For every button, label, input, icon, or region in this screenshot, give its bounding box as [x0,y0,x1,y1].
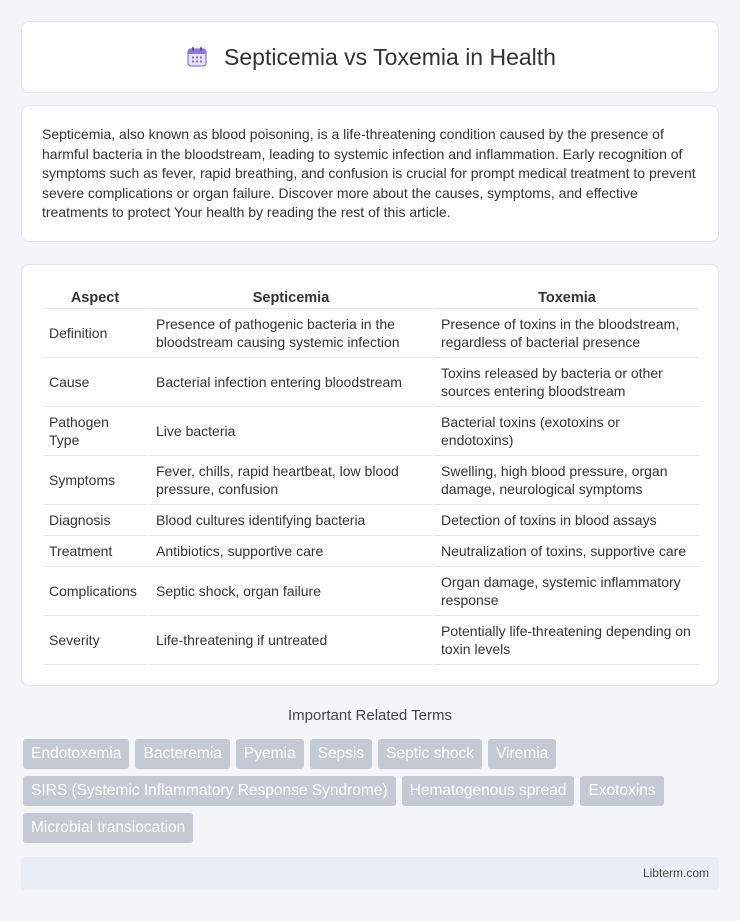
row-toxemia: Potentially life-threatening depending on toxin levels [432,616,699,665]
row-aspect: Diagnosis [43,505,147,536]
row-septicemia: Life-threatening if untreated [147,616,432,665]
intro-text: Septicemia, also known as blood poisoning, is a life-threatening condition caused by the presence of harmful bacteria in the bloodstream, leading to systemic infection and inflammation. Early recognition of symptoms such as fever, rapid breathing, and confusion is crucial for prompt medical treatment to prevent severe complications or organ failure. Discover more about the causes, symptoms, and effective treatments to protect Your health by reading the rest of this article. [42,126,696,221]
page-title: Septicemia vs Toxemia in Health [224,43,556,70]
tag-exotoxins[interactable]: Exotoxins [580,776,663,806]
related-terms-list [23,739,723,843]
row-aspect: Complications [43,567,147,616]
table-row [43,536,699,567]
row-toxemia: Presence of toxins in the bloodstream, regardless of bacterial presence [432,309,699,358]
row-septicemia: Blood cultures identifying bacteria [147,505,432,536]
related-terms-heading: Important Related Terms [288,707,452,724]
row-toxemia: Neutralization of toxins, supportive care [432,536,699,567]
header-septicemia: Septicemia [147,285,432,309]
row-septicemia: Bacterial infection entering bloodstream [147,358,432,407]
tag-viremia[interactable]: Viremia [488,739,556,769]
table-row [43,407,699,456]
header-toxemia: Toxemia [432,285,699,309]
row-septicemia: Fever, chills, rapid heartbeat, low blood pressure, confusion [147,456,432,505]
row-toxemia: Detection of toxins in blood assays [432,505,699,536]
row-toxemia: Swelling, high blood pressure, organ damage, neurological symptoms [432,456,699,505]
row-aspect: Pathogen Type [43,407,147,456]
row-septicemia: Antibiotics, supportive care [147,536,432,567]
table-row [43,567,699,616]
intro-card [21,105,719,242]
row-aspect: Cause [43,358,147,407]
table-row [43,456,699,505]
row-toxemia: Bacterial toxins (exotoxins or endotoxins) [432,407,699,456]
row-septicemia: Septic shock, organ failure [147,567,432,616]
row-aspect: Severity [43,616,147,665]
table-row [43,505,699,536]
table-row [43,616,699,665]
tag-sepsis[interactable]: Sepsis [310,739,373,769]
row-aspect: Definition [43,309,147,358]
table-row [43,309,699,358]
footer-site-link[interactable]: Libterm.com [642,866,709,880]
row-aspect: Treatment [43,536,147,567]
header-aspect: Aspect [43,285,147,309]
row-toxemia: Toxins released by bacteria or other sources entering bloodstream [432,358,699,407]
calendar-icon [184,44,210,70]
footer [21,857,719,890]
table-header-row [43,285,699,309]
title-card [21,21,719,93]
tag-sirs[interactable]: SIRS (Systemic Inflammatory Response Syndrome) [23,776,396,806]
tag-microbial-translocation[interactable]: Microbial translocation [23,813,193,843]
tag-endotoxemia[interactable]: Endotoxemia [23,739,129,769]
row-septicemia: Presence of pathogenic bacteria in the bloodstream causing systemic infection [147,309,432,358]
row-aspect: Symptoms [43,456,147,505]
tag-pyemia[interactable]: Pyemia [236,739,304,769]
table-row [43,358,699,407]
comparison-table-card [21,264,719,686]
tag-bacteremia[interactable]: Bacteremia [135,739,229,769]
row-toxemia: Organ damage, systemic inflammatory response [432,567,699,616]
tag-hematogenous-spread[interactable]: Hematogenous spread [402,776,575,806]
row-septicemia: Live bacteria [147,407,432,456]
comparison-table [43,285,699,665]
tag-septic-shock[interactable]: Septic shock [378,739,482,769]
